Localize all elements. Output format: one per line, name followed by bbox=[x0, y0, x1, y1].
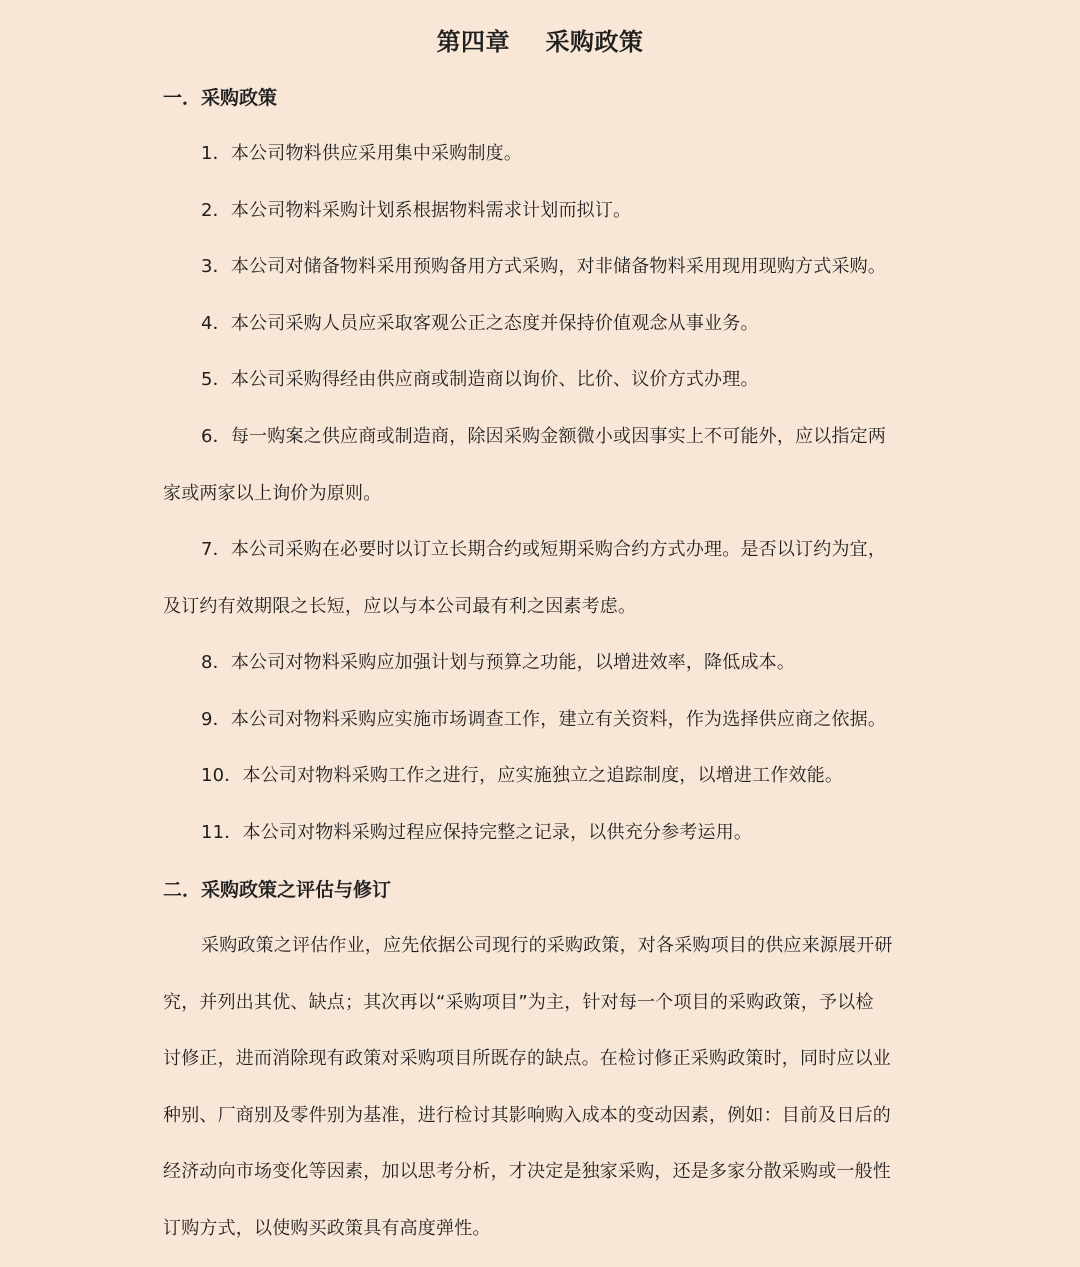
paragraph-line: 采购政策之评估作业，应先依据公司现行的采购政策，对各采购项目的供应来源展开研 bbox=[201, 935, 893, 956]
paragraph-line: 经济动向市场变化等因素，加以思考分析，才决定是独家采购，还是多家分散采购或一般性 bbox=[163, 1161, 891, 1182]
chapter-title: 第四章 采购政策 bbox=[436, 28, 644, 56]
policy-item-8: 8．本公司对物料采购应加强计划与预算之功能，以增进效率，降低成本。 bbox=[201, 652, 796, 673]
policy-item-9: 9．本公司对物料采购应实施市场调查工作，建立有关资料，作为选择供应商之依据。 bbox=[201, 709, 887, 730]
policy-item-6-continued: 家或两家以上询价为原则。 bbox=[163, 483, 382, 504]
policy-item-1: 1．本公司物料供应采用集中采购制度。 bbox=[201, 143, 523, 164]
policy-item-4: 4．本公司采购人员应采取客观公正之态度并保持价值观念从事业务。 bbox=[201, 313, 759, 334]
policy-item-3: 3．本公司对储备物料采用预购备用方式采购，对非储备物料采用现用现购方式采购。 bbox=[201, 256, 887, 277]
policy-item-2: 2．本公司物料采购计划系根据物料需求计划而拟订。 bbox=[201, 200, 632, 221]
section-heading-purchasing-policy: 一．采购政策 bbox=[163, 87, 278, 109]
policy-item-7: 7．本公司采购在必要时以订立长期合约或短期采购合约方式办理。是否以订约为宜， bbox=[201, 539, 887, 560]
paragraph-line: 讨修正，进而消除现有政策对采购项目所既存的缺点。在检讨修正采购政策时，同时应以业 bbox=[163, 1048, 891, 1069]
policy-item-10: 10．本公司对物料采购工作之进行，应实施独立之追踪制度，以增进工作效能。 bbox=[201, 765, 844, 786]
policy-item-5: 5．本公司采购得经由供应商或制造商以询价、比价、议价方式办理。 bbox=[201, 369, 759, 390]
policy-item-7-continued: 及订约有效期限之长短，应以与本公司最有利之因素考虑。 bbox=[163, 596, 637, 617]
section-heading-policy-evaluation: 二．采购政策之评估与修订 bbox=[163, 879, 392, 901]
paragraph-line: 订购方式，以使购买政策具有高度弹性。 bbox=[163, 1218, 491, 1239]
paragraph-line: 种别、厂商别及零件别为基准，进行检讨其影响购入成本的变动因素，例如：目前及日后的 bbox=[163, 1105, 891, 1126]
paragraph-line: 究，并列出其优、缺点；其次再以“采购项目”为主，针对每一个项目的采购政策，予以检 bbox=[163, 992, 874, 1013]
policy-item-6: 6．每一购案之供应商或制造商，除因采购金额微小或因事实上不可能外，应以指定两 bbox=[201, 426, 887, 447]
policy-item-11: 11．本公司对物料采购过程应保持完整之记录，以供充分参考运用。 bbox=[201, 822, 753, 843]
